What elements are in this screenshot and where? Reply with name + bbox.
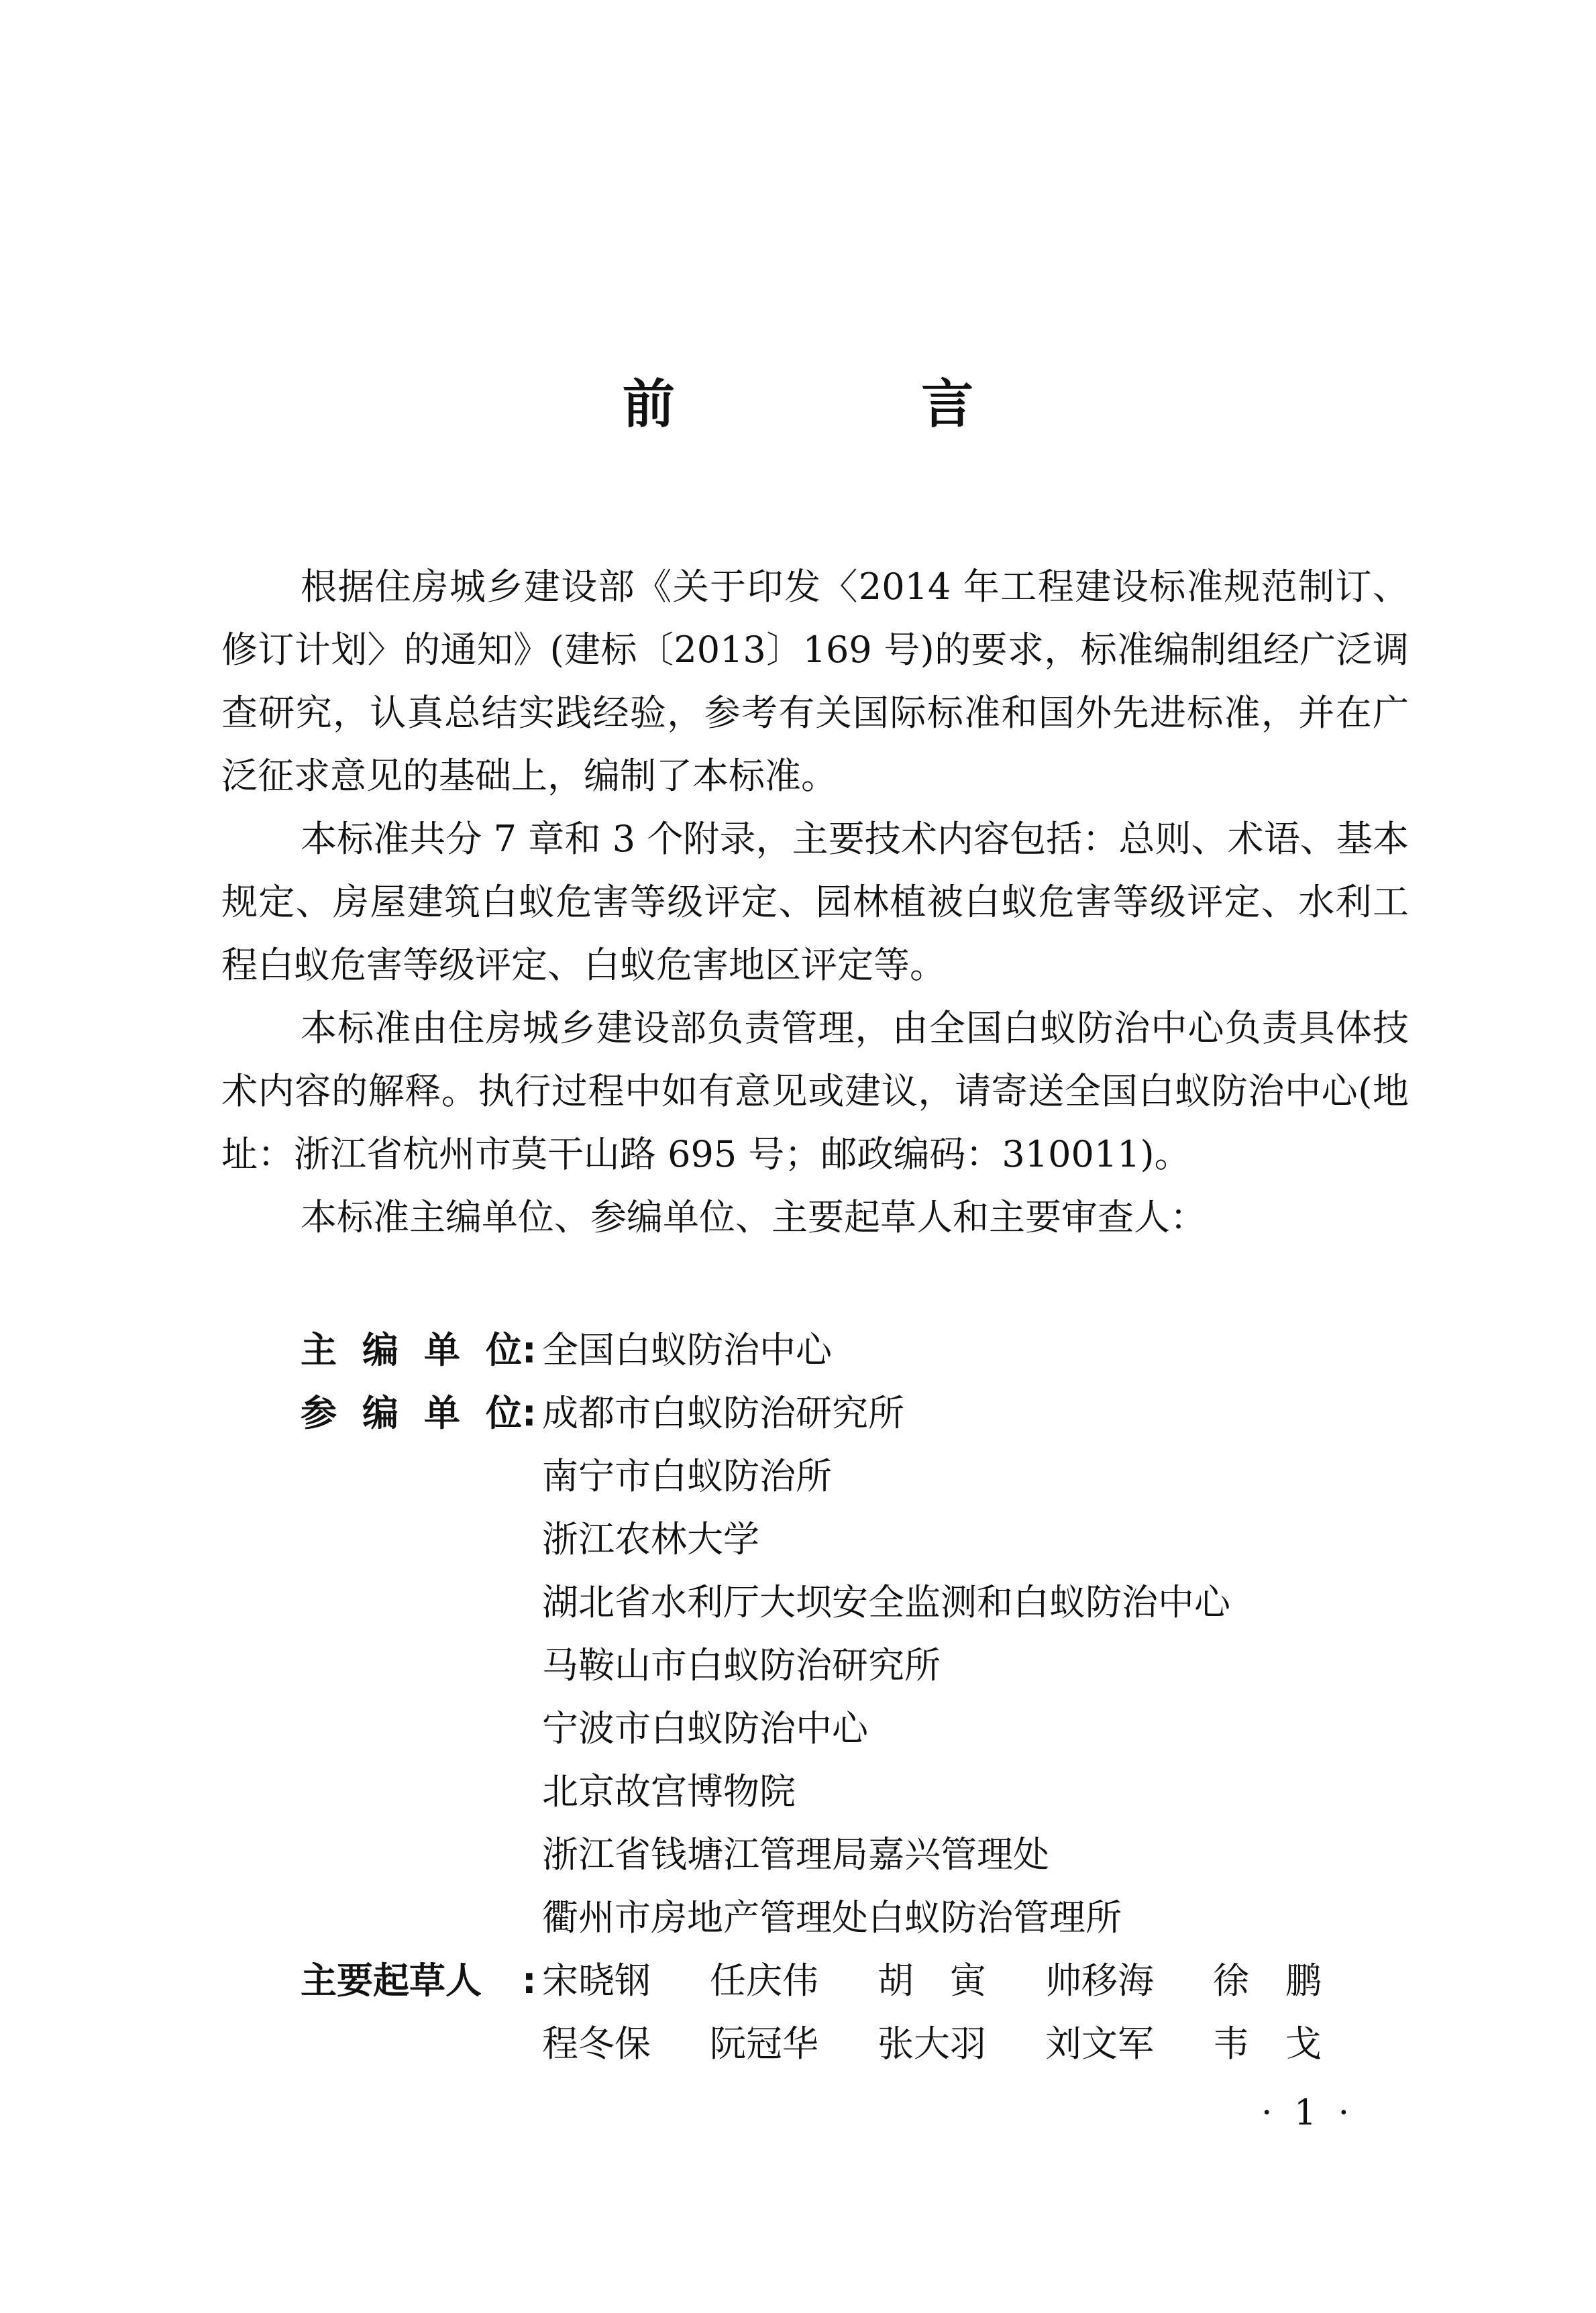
paragraph-contents: 本标准共分 7 章和 3 个附录，主要技术内容包括：总则、术语、基本规定、房屋建筑白蚁危害等级评定、园林植被白蚁危害等级评定、水利工程白蚁危害等级评定、白蚁危害地区评定等。 (221, 818, 1409, 986)
contributors-list (301, 1319, 1441, 2076)
drafter-name: 阮冠华 (710, 2023, 818, 2065)
drafters-names (542, 1949, 1381, 2076)
participating-unit: 成都市白蚁防治研究所 (542, 1392, 904, 1434)
drafters-line (542, 2012, 1381, 2076)
drafters-row (301, 1949, 1441, 2076)
drafter-name: 徐 鹏 (1213, 1959, 1322, 2002)
drafter-name: 韦 戈 (1213, 2023, 1322, 2065)
participating-units-label-char: 位 (486, 1392, 522, 1434)
chief-unit-label-char: 位 (486, 1329, 522, 1371)
participating-units-label-char: 编 (362, 1392, 398, 1434)
drafter-name: 程冬保 (542, 2023, 651, 2065)
drafters-label: 主要起草人 (301, 1959, 482, 2002)
participating-unit: 宁波市白蚁防治中心 (542, 1707, 868, 1750)
drafter-name: 帅移海 (1045, 1959, 1154, 2002)
participating-units-label-char: 参 (301, 1392, 337, 1434)
participating-units-items (542, 1382, 1230, 1949)
participating-unit: 湖北省水利厅大坝安全监测和白蚁防治中心 (542, 1581, 1230, 1623)
chief-unit-value: 全国白蚁防治中心 (542, 1329, 832, 1371)
chief-unit-label-char: 单 (424, 1329, 460, 1371)
participating-unit: 浙江省钱塘江管理局嘉兴管理处 (542, 1833, 1049, 1876)
drafter-name: 宋晓钢 (542, 1959, 651, 2002)
chief-unit-label-char: 主 (301, 1329, 337, 1371)
participating-units-row (301, 1382, 1441, 1949)
drafter-name: 张大羽 (877, 2023, 986, 2065)
participating-units-label (301, 1382, 522, 1949)
page-number: · 1 · (1261, 2093, 1355, 2133)
chief-unit-label (301, 1319, 522, 1382)
participating-unit: 衢州市房地产管理处白蚁防治管理所 (542, 1896, 1122, 1939)
drafters-line (542, 1949, 1381, 2012)
chief-unit-label-char: 编 (362, 1329, 398, 1371)
page-title: 前 言 (622, 374, 1088, 435)
drafter-name: 刘文军 (1045, 2023, 1154, 2065)
drafters-colon: : (522, 1959, 537, 2002)
participating-unit: 南宁市白蚁防治所 (542, 1455, 832, 1497)
chief-unit-row (301, 1319, 1441, 1382)
drafter-name: 胡 寅 (877, 1959, 986, 2002)
paragraph-units-intro: 本标准主编单位、参编单位、主要起草人和主要审查人： (301, 1196, 1206, 1238)
participating-units-label-char: 单 (424, 1392, 460, 1434)
chief-unit-colon: : (522, 1329, 537, 1371)
paragraph-basis: 根据住房城乡建设部《关于印发〈2014 年工程建设标准规范制订、修订计划〉的通知》(建标〔2013〕169 号)的要求，标准编制组经广泛调查研究，认真总结实践经验，参考有关国际标准和国外先进标准，并在广泛征求意见的基础上，编制了本标准。 (221, 566, 1409, 797)
participating-units-colon: : (522, 1392, 537, 1434)
drafter-name: 任庆伟 (710, 1959, 818, 2002)
preface-body (221, 555, 1409, 1249)
participating-unit: 北京故宫博物院 (542, 1770, 796, 1813)
participating-unit: 马鞍山市白蚁防治研究所 (542, 1644, 941, 1686)
paragraph-management: 本标准由住房城乡建设部负责管理，由全国白蚁防治中心负责具体技术内容的解释。执行过程中如有意见或建议，请寄送全国白蚁防治中心(地址：浙江省杭州市莫干山路 695 号；邮政编码：310011)。 (221, 1007, 1409, 1175)
participating-unit: 浙江农林大学 (542, 1518, 759, 1560)
